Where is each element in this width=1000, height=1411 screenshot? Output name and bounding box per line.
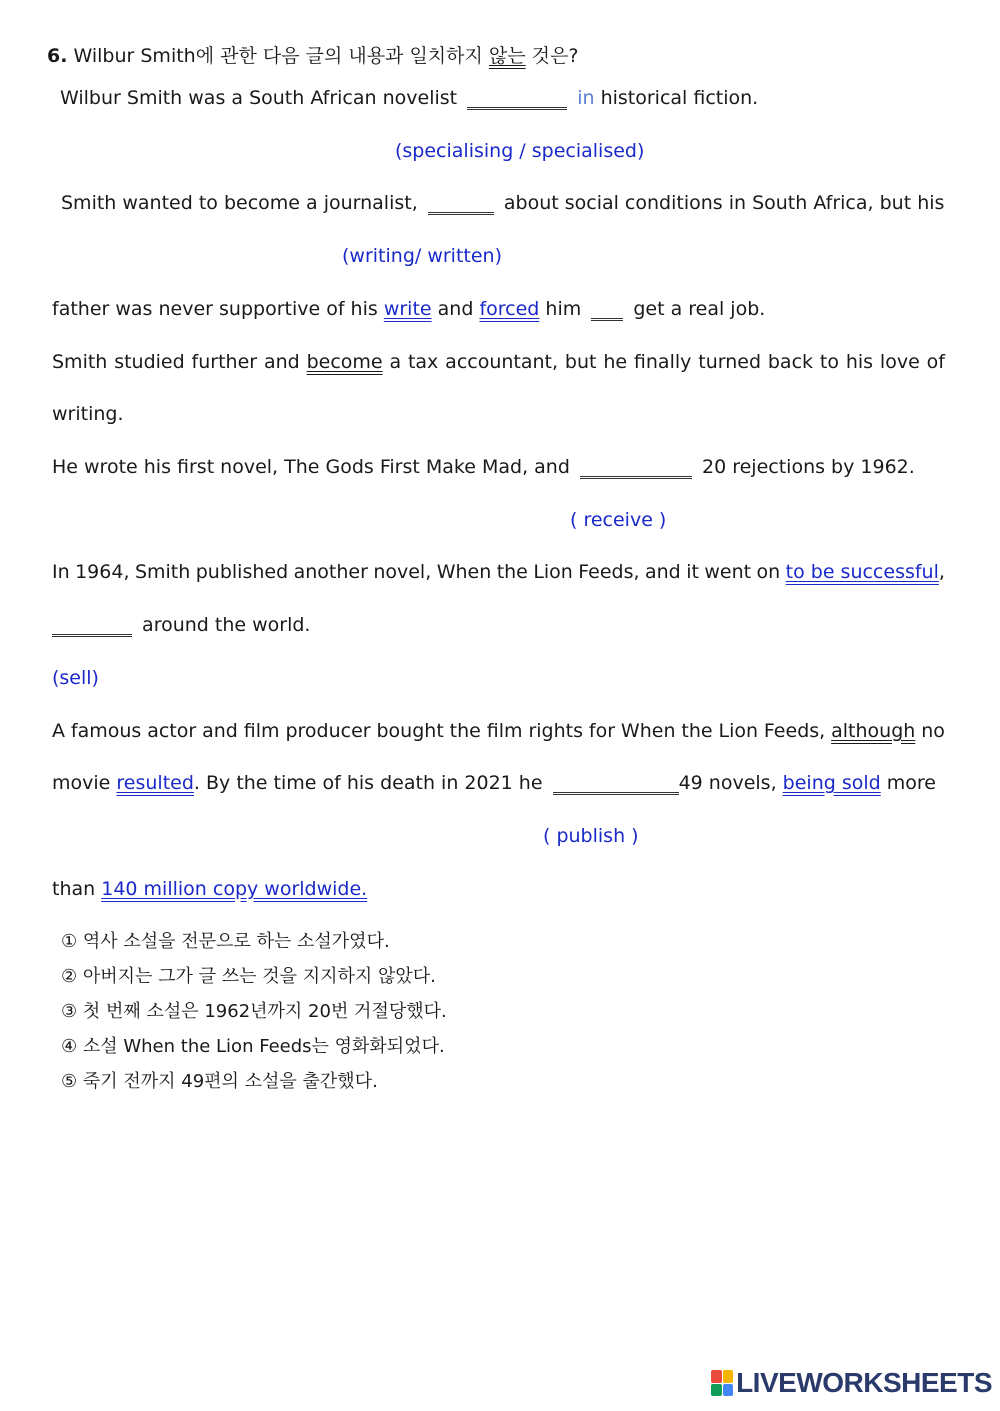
- hint-3: ( receive ): [570, 509, 667, 531]
- word: Feeds,: [578, 561, 640, 583]
- word: rights: [528, 720, 583, 742]
- word: 1964,: [75, 561, 130, 583]
- passage-text: get a real job.: [633, 298, 766, 320]
- passage-text: him: [545, 298, 582, 320]
- word: accountant,: [445, 351, 559, 373]
- word: to: [819, 351, 839, 373]
- word: the: [496, 561, 528, 583]
- question-text-end: 것은?: [525, 45, 579, 67]
- word: tax: [407, 351, 439, 373]
- word: the: [681, 720, 713, 742]
- answer-blank-6[interactable]: [553, 774, 679, 795]
- question-text: Wilbur Smith에 관한 다음 글의 내용과 일치하지: [67, 45, 489, 67]
- answer-blank-4[interactable]: [580, 458, 692, 479]
- word: and: [202, 720, 238, 742]
- passage-text: father was never supportive of his: [52, 298, 378, 320]
- liveworksheets-logo: [711, 1363, 992, 1403]
- word: Smith: [52, 351, 108, 373]
- passage-text: . By the time of his death in 2021 he: [193, 772, 543, 794]
- liveworksheets-icon: [711, 1370, 733, 1396]
- choice-2[interactable]: ② 아버지는 그가 글 쓰는 것을 지지하지 않았다.: [61, 966, 436, 987]
- word: film: [486, 720, 523, 742]
- word: it: [686, 561, 699, 583]
- choice-3[interactable]: ③ 첫 번째 소설은 1962년까지 20번 거절당했다.: [61, 1001, 447, 1022]
- word: famous: [70, 720, 142, 742]
- passage-line-7: [52, 560, 945, 584]
- error-word-forced[interactable]: forced: [479, 298, 540, 320]
- passage-line-5: writing.: [52, 403, 124, 425]
- word: studied: [114, 351, 185, 373]
- word: When: [436, 561, 492, 583]
- answer-blank-5[interactable]: [52, 616, 132, 637]
- passage-line-3: [52, 297, 765, 321]
- word: actor: [147, 720, 197, 742]
- error-phrase-being-sold[interactable]: being sold: [782, 772, 881, 794]
- logo-text: LIVEWORKSHEETS: [736, 1367, 992, 1398]
- error-word-although[interactable]: although: [831, 720, 916, 742]
- word: In: [52, 561, 70, 583]
- word: further: [191, 351, 258, 373]
- word: no: [921, 720, 945, 742]
- choice-4[interactable]: ④ 소설 When the Lion Feeds는 영화화되었다.: [61, 1036, 445, 1057]
- word: Lion: [718, 720, 759, 742]
- word: producer: [285, 720, 371, 742]
- word: love: [879, 351, 920, 373]
- word: a: [389, 351, 402, 373]
- word: he: [603, 351, 628, 373]
- passage-text: historical fiction.: [600, 87, 759, 109]
- word: Smith: [134, 561, 191, 583]
- word: the: [449, 720, 481, 742]
- word: and: [645, 561, 681, 583]
- answer-blank-2[interactable]: [428, 194, 494, 215]
- passage-line-2: [61, 191, 944, 215]
- passage-text: He wrote his first novel, The Gods First Make Mad, and: [52, 456, 570, 478]
- word: and: [263, 351, 300, 373]
- word: another: [293, 561, 368, 583]
- word: went: [704, 561, 752, 583]
- error-phrase-140-million[interactable]: 140 million copy worldwide.: [101, 878, 368, 900]
- hint-2: (writing/ written): [342, 245, 502, 267]
- word: of: [926, 351, 945, 373]
- hint-5: ( publish ): [543, 825, 639, 847]
- passage-line-1: [60, 86, 758, 110]
- passage-text: 49 novels,: [678, 772, 777, 794]
- answer-blank-1[interactable]: [467, 89, 567, 110]
- passage-in: in: [577, 87, 595, 109]
- passage-text: movie: [52, 772, 111, 794]
- word: back: [767, 351, 814, 373]
- passage-text: more: [886, 772, 936, 794]
- word: his: [845, 351, 874, 373]
- error-word-become[interactable]: become: [306, 351, 383, 373]
- word: When: [620, 720, 676, 742]
- word: turned: [698, 351, 762, 373]
- passage-line-4: [52, 350, 945, 374]
- punctuation: ,: [938, 561, 945, 583]
- passage-text: than: [52, 878, 96, 900]
- word: novel,: [373, 561, 432, 583]
- choice-5[interactable]: ⑤ 죽기 전까지 49편의 소설을 출간했다.: [61, 1071, 378, 1092]
- word: on: [756, 561, 781, 583]
- error-word-resulted[interactable]: resulted: [116, 772, 194, 794]
- word: published: [195, 561, 289, 583]
- word: bought: [376, 720, 444, 742]
- word: finally: [633, 351, 692, 373]
- passage-text: Smith wanted to become a journalist,: [61, 192, 418, 214]
- passage-text: 20 rejections by 1962.: [702, 456, 915, 478]
- choice-1[interactable]: ① 역사 소설을 전문으로 하는 소설가였다.: [61, 931, 390, 952]
- question-emphasis: 않는: [488, 45, 526, 67]
- question-title: [47, 44, 578, 68]
- passage-line-6: [52, 455, 915, 479]
- passage-text: Wilbur Smith was a South African novelist: [60, 87, 458, 109]
- passage-text: around the world.: [142, 614, 311, 636]
- answer-blank-3[interactable]: [591, 300, 623, 321]
- error-phrase-to-be-successful[interactable]: to be successful: [785, 561, 939, 583]
- word: for: [588, 720, 616, 742]
- hint-1: (specialising / specialised): [395, 140, 645, 162]
- word: but: [564, 351, 597, 373]
- passage-text: about social conditions in South Africa, but his: [503, 192, 945, 214]
- passage-line-11: [52, 877, 367, 901]
- passage-line-9: [52, 719, 945, 743]
- passage-line-10: [52, 771, 936, 795]
- passage-line-8: [52, 613, 310, 637]
- word: film: [243, 720, 280, 742]
- passage-text: and: [437, 298, 474, 320]
- hint-4: (sell): [52, 667, 99, 689]
- question-number: 6.: [47, 45, 68, 67]
- word: A: [52, 720, 65, 742]
- word: Feeds,: [763, 720, 826, 742]
- error-word-write[interactable]: write: [383, 298, 432, 320]
- word: Lion: [533, 561, 573, 583]
